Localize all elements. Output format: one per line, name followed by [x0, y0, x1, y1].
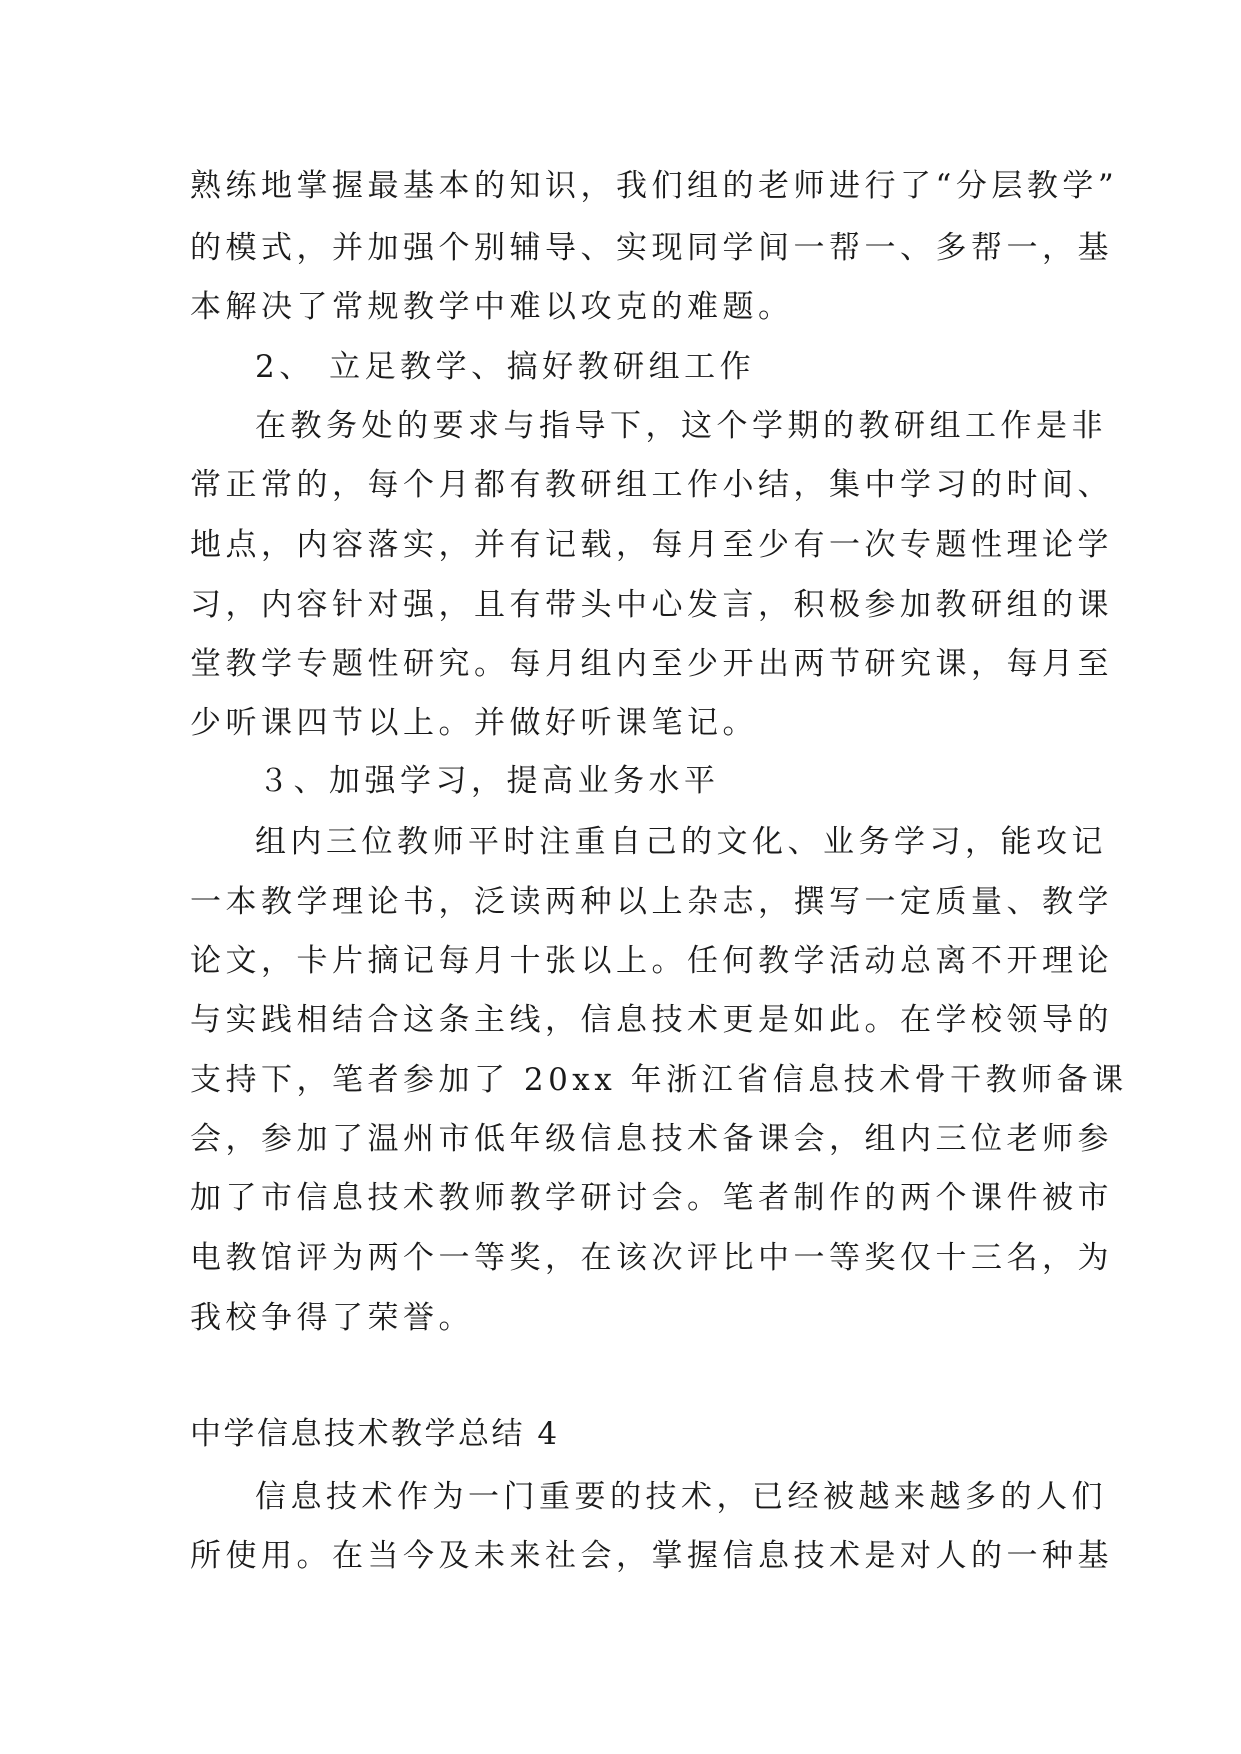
paragraph-line: 电教馆评为两个一等奖，在该次评比中一等奖仅十三名，为: [190, 1240, 1113, 1276]
paragraph-line: 支持下，笔者参加了 20xx 年浙江省信息技术骨干教师备课: [190, 1062, 1128, 1098]
section-heading-2: 2、 立足教学、搞好教研组工作: [255, 349, 756, 385]
section-heading-3: ３、加强学习，提高业务水平: [258, 763, 720, 799]
paragraph-line: 习，内容针对强，且有带头中心发言，积极参加教研组的课: [190, 587, 1113, 623]
paragraph-line: 会，参加了温州市低年级信息技术备课会，组内三位老师参: [190, 1121, 1113, 1157]
paragraph-line: 在教务处的要求与指导下，这个学期的教研组工作是非: [255, 408, 1107, 444]
paragraph-line: 地点，内容落实，并有记载，每月至少有一次专题性理论学: [190, 527, 1113, 563]
paragraph-line: 信息技术作为一门重要的技术，已经被越来越多的人们: [255, 1479, 1107, 1515]
paragraph-line: 我校争得了荣誉。: [190, 1300, 474, 1336]
paragraph-line: 组内三位教师平时注重自己的文化、业务学习，能攻记: [255, 824, 1107, 860]
paragraph-line: 的模式，并加强个别辅导、实现同学间一帮一、多帮一，基: [190, 230, 1113, 266]
paragraph-line: 熟练地掌握最基本的知识，我们组的老师进行了“分层教学”: [190, 168, 1119, 204]
paragraph-line: 少听课四节以上。并做好听课笔记。: [190, 705, 758, 741]
paragraph-line: 所使用。在当今及未来社会，掌握信息技术是对人的一种基: [190, 1538, 1113, 1574]
paragraph-line: 论文，卡片摘记每月十张以上。任何教学活动总离不开理论: [190, 943, 1113, 979]
paragraph-line: 加了市信息技术教师教学研讨会。笔者制作的两个课件被市: [190, 1180, 1113, 1216]
paragraph-line: 堂教学专题性研究。每月组内至少开出两节研究课，每月至: [190, 646, 1113, 682]
document-title: 中学信息技术教学总结 4: [190, 1416, 560, 1452]
paragraph-line: 常正常的，每个月都有教研组工作小结，集中学习的时间、: [190, 467, 1113, 503]
paragraph-line: 与实践相结合这条主线，信息技术更是如此。在学校领导的: [190, 1002, 1113, 1038]
paragraph-line: 一本教学理论书，泛读两种以上杂志，撰写一定质量、教学: [190, 884, 1113, 920]
paragraph-line: 本解决了常规教学中难以攻克的难题。: [190, 289, 794, 325]
